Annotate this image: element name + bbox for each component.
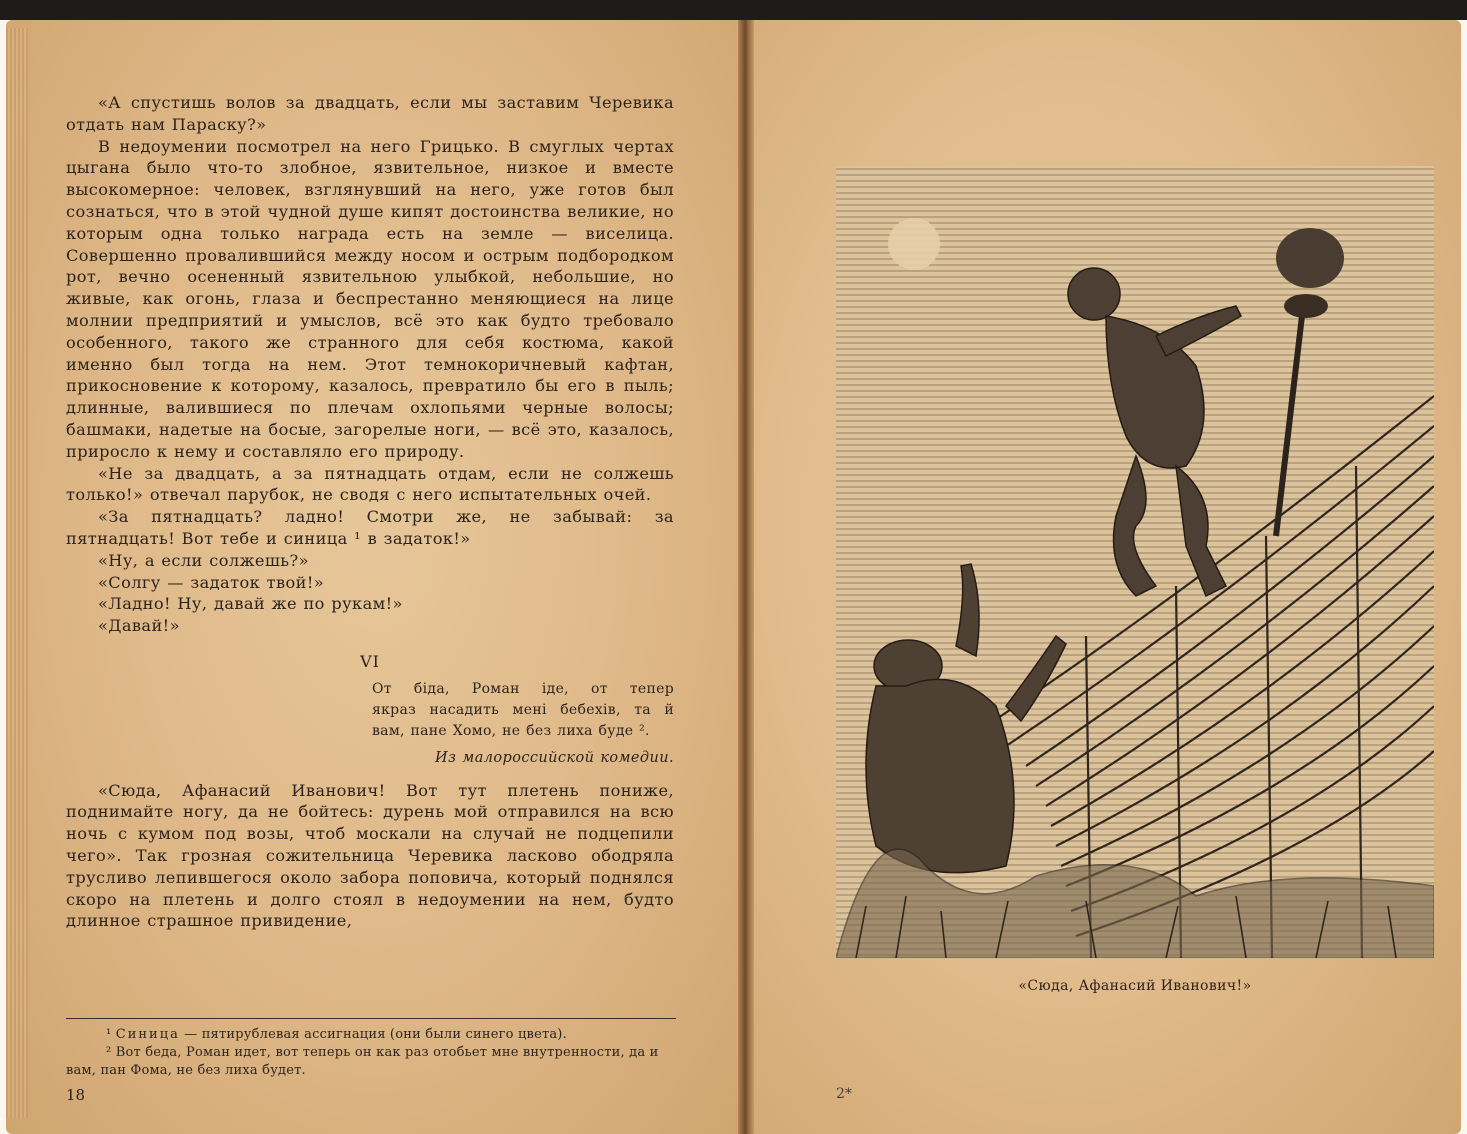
footnote-text: Вот беда, Роман идет, вот теперь он как раз отобьет мне внутренности, да и вам, пан Фома, не без лиха будет. xyxy=(66,1045,659,1078)
illustration-caption: «Сюда, Афанасий Иванович!» xyxy=(1018,978,1252,994)
footnotes xyxy=(66,1026,676,1080)
plate-marker: 2* xyxy=(836,1086,852,1102)
dialogue-line: «Давай!» xyxy=(98,616,180,636)
footnote xyxy=(66,1026,676,1044)
paragraph: В недоумении посмотрел на него Грицько. В смуглых чертах цыгана было что-то злобное, язвительное, низкое и вместе высокомерное: человек, взглянувший на него, уже готов был сознаться, что в этой чудной душе кипят достоинства великие, но которым одна только награда есть на земле — виселица. Совершенно провалившийся между носом и острым подбородком рот, вечно осененный язвительною улыбкой, небольшие, но живые, как огонь, глаза и беспрестанно меняющиеся на лице молнии предприятий и умыслов, всё это как будто требовало особенного, такого же странного для себя костюма, какой именно был тогда на нем. Этот темнокоричневый кафтан, прикосновение к которому, казалось, превратило бы его в пыль; длинные, валившиеся по плечам охлопьями черные волосы; башмаки, надетые на босые, загорелые ноги, — всё это, казалось, приросло к нему и составляло его природу. xyxy=(66,136,674,461)
footnote-marker: ² xyxy=(106,1045,112,1060)
epigraph-line: якраз насадить мені бебехів, та й xyxy=(372,701,674,718)
page-number: 18 xyxy=(66,1086,86,1104)
engraving-illustration xyxy=(836,166,1434,958)
dialogue-line: «Ладно! Ну, давай же по рукам!» xyxy=(98,594,403,614)
footnote-term: Синица xyxy=(115,1027,180,1042)
paragraph: «Не за двадцать, а за пятнадцать отдам, если не солжешь только!» отвечал парубок, не сводя с него испытательных очей. xyxy=(66,463,674,505)
epigraph-source: Из малороссийской комедии. xyxy=(434,749,674,766)
paragraph: «За пятнадцать? ладно! Смотри же, не забывай: за пятнадцать! Вот тебе и синица ¹ в задаток!» xyxy=(66,507,674,548)
book-gutter xyxy=(738,20,754,1134)
footnote-divider xyxy=(66,1018,676,1019)
epigraph xyxy=(372,679,674,742)
footnote-marker: ¹ xyxy=(106,1027,112,1042)
paragraph: «Сюда, Афанасий Иванович! Вот тут плетень пониже, поднимайте ногу, да не бойтесь: дурень мой отправился на всю ночь с кумом под возы, чтоб москали на случай не подцепили чего». Так грозная сожительница Черевика ласково ободряла трусливо лепившегося около забора поповича, который поднялся скоро на плетень и долго стоял в недоумении на нем, будто длинное страшное привидение, xyxy=(66,780,674,931)
footnote-text: — пятирублевая ассигнация (они были синего цвета). xyxy=(179,1027,567,1042)
footnote xyxy=(66,1044,676,1080)
scan-top-edge xyxy=(0,0,1467,20)
left-page-edges xyxy=(6,28,28,1118)
moon xyxy=(888,218,940,270)
left-page-text xyxy=(66,92,674,932)
dialogue-line: «Ну, а если солжешь?» xyxy=(98,550,309,570)
chapter-heading: VI xyxy=(360,651,380,671)
epigraph-line: вам, пане Хомо, не без лиха буде ². xyxy=(372,722,650,739)
paragraph: «А спустишь волов за двадцать, если мы заставим Черевика отдать нам Параску?» xyxy=(66,93,674,134)
dialogue-line: «Солгу — задаток твой!» xyxy=(98,572,325,592)
clay-pot xyxy=(1276,228,1344,288)
epigraph-line: От біда, Роман іде, от тепер xyxy=(372,680,674,697)
illustration-drawing xyxy=(836,166,1434,958)
